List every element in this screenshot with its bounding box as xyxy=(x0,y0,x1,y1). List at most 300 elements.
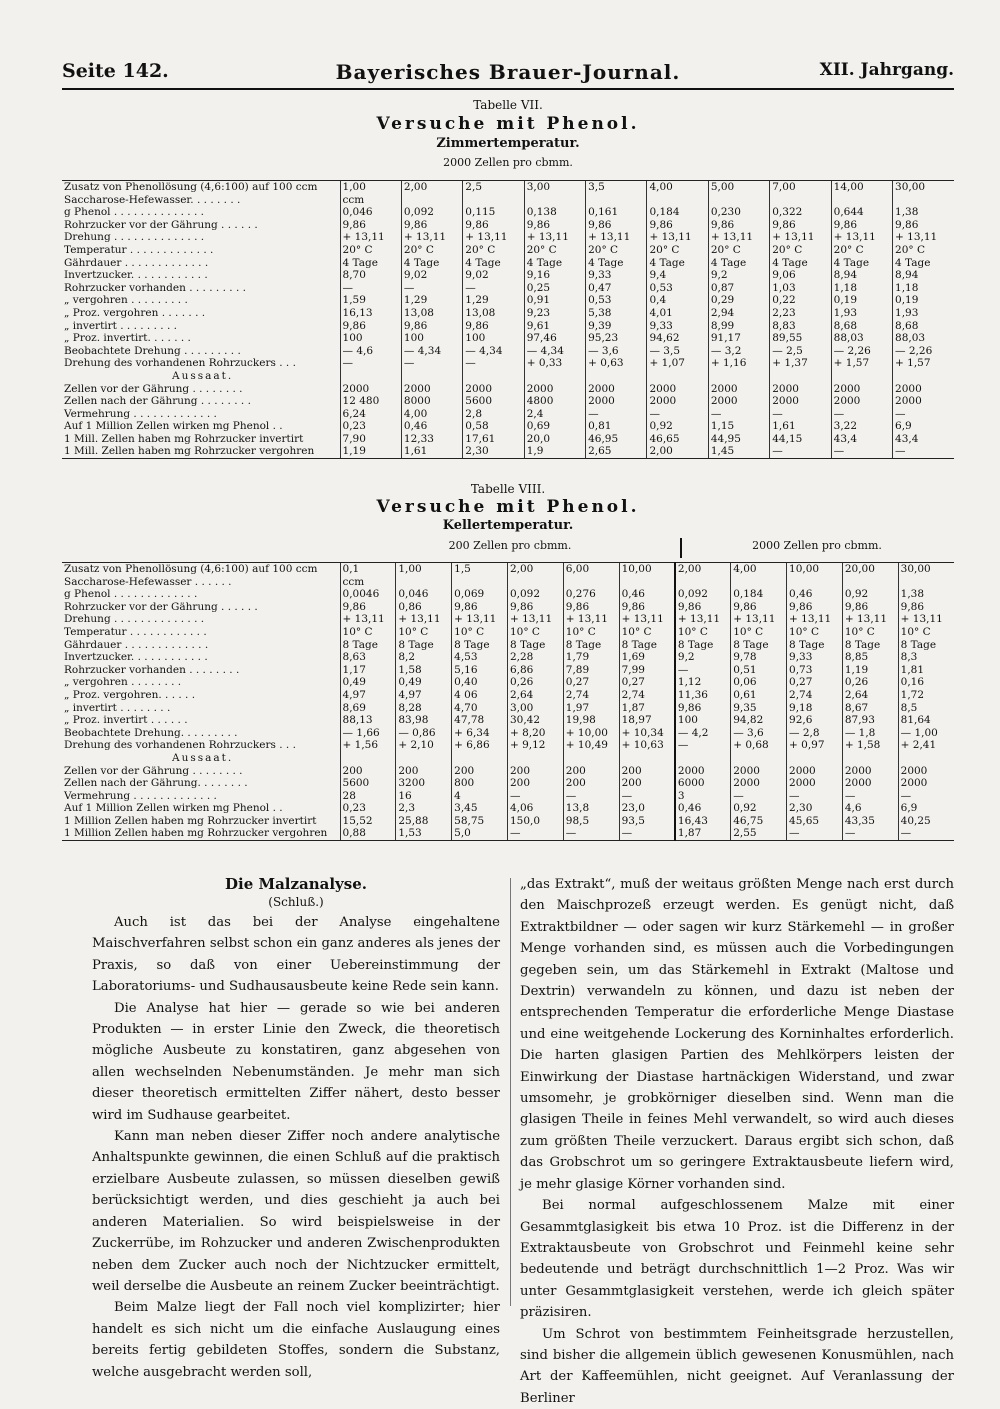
table8-row xyxy=(62,714,954,727)
value-cell: — xyxy=(708,408,769,421)
value-cell: 4 Tage xyxy=(831,257,892,270)
value-cell: 46,95 xyxy=(586,433,647,446)
value-cell: 20° C xyxy=(893,244,954,257)
value-cell: 6,9 xyxy=(898,802,954,815)
value-cell: — xyxy=(842,827,898,840)
table7-row xyxy=(62,307,954,320)
value-cell: — 3,6 xyxy=(731,727,787,740)
value-cell: 5600 xyxy=(340,777,396,790)
value-cell: + 13,11 xyxy=(731,613,787,626)
value-cell: 19,98 xyxy=(563,714,619,727)
value-cell: 5600 xyxy=(463,395,524,408)
value-cell: 20° C xyxy=(340,244,401,257)
value-cell: + 1,56 xyxy=(340,739,396,752)
row-label: Drehung des vorhandenen Rohrzuckers . . . xyxy=(64,357,296,370)
value-cell: 0,86 xyxy=(396,601,452,614)
table8-row xyxy=(62,739,954,752)
value-cell: 8,67 xyxy=(842,702,898,715)
table8-label: Tabelle VIII. xyxy=(470,482,546,496)
value-cell: 0,40 xyxy=(452,676,508,689)
value-cell: 3,45 xyxy=(452,802,508,815)
value-cell: 9,86 xyxy=(524,219,585,232)
table8-row xyxy=(62,576,954,589)
value-cell: 92,6 xyxy=(787,714,843,727)
value-cell: 4,01 xyxy=(647,307,708,320)
value-cell: 200 xyxy=(452,765,508,778)
table8-title: Versuche mit Phenol. xyxy=(376,497,640,517)
value-cell: — 4,34 xyxy=(463,345,524,358)
value-cell: 0,25 xyxy=(524,282,585,295)
table8-row xyxy=(62,613,954,626)
row-label: „ Proz. vergohren. . . . . . xyxy=(64,688,196,701)
value-cell: ccm xyxy=(340,576,396,589)
value-cell: 12 480 xyxy=(340,395,401,408)
value-cell: 8,5 xyxy=(898,702,954,715)
value-cell: 20° C xyxy=(770,244,831,257)
value-cell: 0,19 xyxy=(831,294,892,307)
value-cell: 2000 xyxy=(647,395,708,408)
value-cell: 16 xyxy=(396,790,452,803)
value-cell: 0,51 xyxy=(731,664,787,677)
value-cell: 2000 xyxy=(893,383,954,396)
page-number: Seite 142. xyxy=(62,60,169,82)
value-cell: 20° C xyxy=(647,244,708,257)
value-cell: 44,95 xyxy=(708,433,769,446)
value-cell: 2,4 xyxy=(524,408,585,421)
value-cell: 8 Tage xyxy=(675,639,731,652)
row-label: Rohrzucker vorhanden . . . . . . . . xyxy=(64,663,240,676)
value-cell: 1,18 xyxy=(893,282,954,295)
table8-caption-divider xyxy=(680,538,682,558)
value-cell: 10° C xyxy=(507,626,563,639)
value-cell: — xyxy=(675,739,731,752)
value-cell: 11,36 xyxy=(675,689,731,702)
row-label: Gährdauer . . . . . . . . . . . . . xyxy=(64,638,209,651)
value-cell: 9,78 xyxy=(731,651,787,664)
value-cell: — 2,26 xyxy=(893,345,954,358)
value-cell: 88,13 xyxy=(340,714,396,727)
value-cell: 9,23 xyxy=(524,307,585,320)
value-cell: — 1,66 xyxy=(340,727,396,740)
row-label: Zusatz von Phenollösung (4,6:100) auf 100 ccm xyxy=(62,181,340,194)
value-cell: 9,86 xyxy=(463,320,524,333)
value-cell: + 0,63 xyxy=(586,357,647,370)
table8-subtitle: Kellertemperatur. xyxy=(442,518,574,533)
value-cell: 9,86 xyxy=(401,320,462,333)
value-cell: 1,93 xyxy=(831,307,892,320)
value-cell: 95,23 xyxy=(586,332,647,345)
value-cell: — xyxy=(898,827,954,840)
value-cell: + 10,34 xyxy=(619,727,675,740)
empty-cell xyxy=(731,752,787,765)
value-cell: 100 xyxy=(675,714,731,727)
row-label: „ invertirt . . . . . . . . . xyxy=(64,319,177,332)
empty-cell xyxy=(396,752,452,765)
value-cell: 0,276 xyxy=(563,588,619,601)
value-cell: 200 xyxy=(396,765,452,778)
value-cell: 8,63 xyxy=(340,651,396,664)
value-cell: + 6,34 xyxy=(452,727,508,740)
value-cell: 20,00 xyxy=(842,563,898,576)
row-label: Drehung des vorhandenen Rohrzuckers . . . xyxy=(64,739,296,752)
row-label: Gährdauer . . . . . . . . . . . . . xyxy=(64,256,209,269)
value-cell: + 1,58 xyxy=(842,739,898,752)
value-cell: — 0,86 xyxy=(396,727,452,740)
value-cell: 83,98 xyxy=(396,714,452,727)
value-cell: — xyxy=(770,445,831,458)
value-cell: 0,46 xyxy=(675,802,731,815)
value-cell: 5,0 xyxy=(452,827,508,840)
value-cell: 2000 xyxy=(731,765,787,778)
value-cell: 9,86 xyxy=(842,601,898,614)
row-label: „ vergohren . . . . . . . . xyxy=(64,676,182,689)
value-cell: — xyxy=(647,408,708,421)
empty-cell xyxy=(463,370,524,383)
value-cell: 10,00 xyxy=(787,563,843,576)
value-cell: 28 xyxy=(340,790,396,803)
value-cell: 0,092 xyxy=(507,588,563,601)
value-cell: 16,43 xyxy=(675,815,731,828)
empty-cell xyxy=(524,370,585,383)
value-cell: + 0,68 xyxy=(731,739,787,752)
value-cell: 9,86 xyxy=(452,601,508,614)
row-label: Saccharose-Hefewasser . . . . . . xyxy=(64,575,232,588)
value-cell: 2,23 xyxy=(770,307,831,320)
value-cell: 9,86 xyxy=(675,601,731,614)
value-cell: 23,0 xyxy=(619,802,675,815)
value-cell: 1,38 xyxy=(898,588,954,601)
value-cell: 1,61 xyxy=(401,445,462,458)
value-cell: — xyxy=(586,408,647,421)
value-cell: + 13,11 xyxy=(452,613,508,626)
table7-row xyxy=(62,231,954,244)
value-cell: 200 xyxy=(563,765,619,778)
value-cell: 2000 xyxy=(463,383,524,396)
value-cell: 45,65 xyxy=(787,815,843,828)
value-cell: 3,22 xyxy=(831,420,892,433)
value-cell: 9,86 xyxy=(647,219,708,232)
value-cell: 0,58 xyxy=(463,420,524,433)
value-cell: — 4,34 xyxy=(401,345,462,358)
value-cell: — xyxy=(675,664,731,677)
value-cell: 8 Tage xyxy=(731,639,787,652)
value-cell: 2,74 xyxy=(787,689,843,702)
value-cell: 2000 xyxy=(842,777,898,790)
empty-cell xyxy=(787,752,843,765)
value-cell: 0,115 xyxy=(463,206,524,219)
value-cell: 800 xyxy=(452,777,508,790)
journal-title: Bayerisches Brauer-Journal. xyxy=(335,60,681,84)
article-paragraph: Beim Malze liegt der Fall noch viel komplizirter; hier handelt es sich nicht um die einfache Auslaugung eines bereits fertig gebildeten Stoffes, sondern die Substanz, welche ausgebracht werden soll, xyxy=(92,1300,500,1380)
value-cell: 1,29 xyxy=(401,294,462,307)
value-cell: 9,02 xyxy=(401,269,462,282)
value-cell: 4,97 xyxy=(396,689,452,702)
value-cell: 100 xyxy=(401,332,462,345)
empty-cell xyxy=(507,752,563,765)
value-cell: 8 Tage xyxy=(452,639,508,652)
empty-cell xyxy=(563,752,619,765)
value-cell: 7,90 xyxy=(340,433,401,446)
value-cell: 4 Tage xyxy=(770,257,831,270)
value-cell: + 1,57 xyxy=(893,357,954,370)
value-cell: 2000 xyxy=(586,395,647,408)
value-cell: 6,00 xyxy=(563,563,619,576)
value-cell: 1,79 xyxy=(563,651,619,664)
value-cell: — 2,26 xyxy=(831,345,892,358)
row-label: Rohrzucker vorhanden . . . . . . . . . xyxy=(64,281,246,294)
value-cell: 2,00 xyxy=(507,563,563,576)
value-cell: — xyxy=(619,827,675,840)
value-cell: + 1,57 xyxy=(831,357,892,370)
value-cell: 1,12 xyxy=(675,676,731,689)
value-cell: 40,25 xyxy=(898,815,954,828)
value-cell: 0,27 xyxy=(787,676,843,689)
value-cell: 0,16 xyxy=(898,676,954,689)
value-cell: 0,19 xyxy=(893,294,954,307)
value-cell: 9,86 xyxy=(787,601,843,614)
value-cell: 200 xyxy=(619,765,675,778)
value-cell: 43,35 xyxy=(842,815,898,828)
value-cell xyxy=(842,576,898,589)
value-cell: 87,93 xyxy=(842,714,898,727)
value-cell: 4,97 xyxy=(340,689,396,702)
row-label: Zusatz von Phenollösung (4,6:100) auf 100 ccm xyxy=(62,563,340,576)
table8-row xyxy=(62,676,954,689)
value-cell: + 13,11 xyxy=(524,231,585,244)
article-column-1 xyxy=(92,874,500,1383)
value-cell: 1,00 xyxy=(340,181,401,194)
value-cell: 8 Tage xyxy=(898,639,954,652)
value-cell: 9,2 xyxy=(675,651,731,664)
value-cell: 2,5 xyxy=(463,181,524,194)
value-cell: 0,138 xyxy=(524,206,585,219)
value-cell: — 3,2 xyxy=(708,345,769,358)
value-cell: 1,69 xyxy=(619,651,675,664)
value-cell: 9,86 xyxy=(893,219,954,232)
value-cell: 4,00 xyxy=(731,563,787,576)
section-label: Aussaat. xyxy=(172,369,234,382)
value-cell: 13,08 xyxy=(463,307,524,320)
value-cell: 5,16 xyxy=(452,664,508,677)
value-cell: 0,23 xyxy=(340,420,401,433)
value-cell: — xyxy=(831,445,892,458)
table7-row xyxy=(62,345,954,358)
article-paragraph: Auch ist das bei der Analyse eingehaltene Maischverfahren selbst schon ein ganz anderes als jenes der Praxis, so daß von einer Uebereinstimmung der Laboratoriums- und Sudhausausbeute keine Rede sein kann. xyxy=(92,915,500,995)
value-cell: 4 Tage xyxy=(893,257,954,270)
value-cell: 6,9 xyxy=(893,420,954,433)
value-cell: + 1,07 xyxy=(647,357,708,370)
value-cell: 9,86 xyxy=(619,601,675,614)
value-cell: — xyxy=(731,790,787,803)
row-label: 1 Mill. Zellen haben mg Rohrzucker vergohren xyxy=(62,445,340,458)
value-cell: — 4,6 xyxy=(340,345,401,358)
value-cell: 0,1 xyxy=(340,563,396,576)
table8-row xyxy=(62,563,954,576)
value-cell: — xyxy=(340,282,401,295)
value-cell: 0,69 xyxy=(524,420,585,433)
value-cell: 2000 xyxy=(893,395,954,408)
value-cell: 9,86 xyxy=(708,219,769,232)
value-cell: 9,86 xyxy=(731,601,787,614)
value-cell: 8,85 xyxy=(842,651,898,664)
table8-row xyxy=(62,727,954,740)
value-cell: 10° C xyxy=(731,626,787,639)
value-cell: 200 xyxy=(619,777,675,790)
value-cell: 9,33 xyxy=(586,269,647,282)
value-cell: 44,15 xyxy=(770,433,831,446)
table7-row xyxy=(62,395,954,408)
value-cell xyxy=(452,576,508,589)
row-label: Invertzucker. . . . . . . . . . . . xyxy=(64,651,208,664)
value-cell: 43,4 xyxy=(893,433,954,446)
value-cell: 2000 xyxy=(770,395,831,408)
value-cell: 100 xyxy=(340,332,401,345)
empty-cell xyxy=(842,752,898,765)
value-cell: 2000 xyxy=(787,765,843,778)
table7-row xyxy=(62,408,954,421)
table8-row xyxy=(62,651,954,664)
value-cell: + 13,11 xyxy=(893,231,954,244)
value-cell xyxy=(463,194,524,207)
value-cell: 14,00 xyxy=(831,181,892,194)
value-cell xyxy=(647,194,708,207)
table8-row xyxy=(62,802,954,815)
value-cell: 0,73 xyxy=(787,664,843,677)
value-cell: 0,26 xyxy=(842,676,898,689)
table7-row xyxy=(62,194,954,207)
value-cell: 9,06 xyxy=(770,269,831,282)
table7-title: Versuche mit Phenol. xyxy=(376,114,640,134)
value-cell: — xyxy=(463,357,524,370)
value-cell: 2000 xyxy=(675,765,731,778)
table8-row xyxy=(62,765,954,778)
table7-row xyxy=(62,269,954,282)
value-cell: — xyxy=(563,790,619,803)
value-cell: 9,61 xyxy=(524,320,585,333)
table7-row xyxy=(62,332,954,345)
value-cell: 8 Tage xyxy=(340,639,396,652)
value-cell: 2000 xyxy=(708,383,769,396)
value-cell: + 1,16 xyxy=(708,357,769,370)
value-cell xyxy=(708,194,769,207)
value-cell: 3,5 xyxy=(586,181,647,194)
value-cell: 5,38 xyxy=(586,307,647,320)
value-cell: 0,92 xyxy=(731,802,787,815)
value-cell: 4,53 xyxy=(452,651,508,664)
value-cell: + 8,20 xyxy=(507,727,563,740)
row-label: Auf 1 Million Zellen wirken mg Phenol . . xyxy=(64,802,283,815)
empty-cell xyxy=(619,752,675,765)
value-cell: 9,16 xyxy=(524,269,585,282)
value-cell: 2000 xyxy=(586,383,647,396)
value-cell xyxy=(787,576,843,589)
value-cell: 1,29 xyxy=(463,294,524,307)
table8-row xyxy=(62,777,954,790)
value-cell: 12,33 xyxy=(401,433,462,446)
value-cell: 20° C xyxy=(831,244,892,257)
value-cell: 0,22 xyxy=(770,294,831,307)
value-cell: 2,30 xyxy=(787,802,843,815)
value-cell: 9,02 xyxy=(463,269,524,282)
value-cell: 43,4 xyxy=(831,433,892,446)
value-cell: 8,28 xyxy=(396,702,452,715)
value-cell: 2000 xyxy=(842,765,898,778)
value-cell: 9,2 xyxy=(708,269,769,282)
value-cell: 8,68 xyxy=(831,320,892,333)
value-cell: 1,19 xyxy=(340,445,401,458)
value-cell: + 13,11 xyxy=(463,231,524,244)
value-cell: 1,38 xyxy=(893,206,954,219)
row-label: Zellen vor der Gährung . . . . . . . . xyxy=(64,382,243,395)
empty-cell xyxy=(893,370,954,383)
value-cell: 20° C xyxy=(586,244,647,257)
table7-row xyxy=(62,433,954,446)
value-cell: 10° C xyxy=(842,626,898,639)
value-cell: 20° C xyxy=(401,244,462,257)
value-cell: — 1,8 xyxy=(842,727,898,740)
value-cell: 18,97 xyxy=(619,714,675,727)
table7-row xyxy=(62,370,954,383)
row-label: g Phenol . . . . . . . . . . . . . xyxy=(64,588,198,601)
value-cell xyxy=(586,194,647,207)
value-cell: 4,00 xyxy=(401,408,462,421)
row-label: „ Proz. vergohren . . . . . . . xyxy=(64,306,206,319)
value-cell: 0,46 xyxy=(401,420,462,433)
value-cell: 8 Tage xyxy=(507,639,563,652)
empty-cell xyxy=(452,752,508,765)
value-cell: 1,61 xyxy=(770,420,831,433)
value-cell: + 13,11 xyxy=(787,613,843,626)
value-cell: — xyxy=(831,408,892,421)
value-cell: 8,94 xyxy=(893,269,954,282)
row-label: 1 Million Zellen haben mg Rohrzucker invertirt xyxy=(64,814,317,827)
row-label: Rohrzucker vor der Gährung . . . . . . xyxy=(64,218,258,231)
value-cell: 4,70 xyxy=(452,702,508,715)
value-cell: 10° C xyxy=(898,626,954,639)
value-cell xyxy=(731,576,787,589)
table7-row xyxy=(62,244,954,257)
value-cell: 8 Tage xyxy=(563,639,619,652)
value-cell: — xyxy=(463,282,524,295)
row-label: Zellen nach der Gährung. . . . . . . . xyxy=(64,777,248,790)
value-cell: 2000 xyxy=(731,777,787,790)
running-header xyxy=(62,58,954,90)
value-cell: 0,49 xyxy=(340,676,396,689)
value-cell: — 1,00 xyxy=(898,727,954,740)
table8-caption-left: 200 Zellen pro cbmm. xyxy=(448,539,572,552)
row-label: 1 Mill. Zellen haben mg Rohrzucker invertirt xyxy=(64,432,304,445)
value-cell: 150,0 xyxy=(507,815,563,828)
value-cell: — 2,8 xyxy=(787,727,843,740)
row-label: „ vergohren . . . . . . . . . xyxy=(64,294,188,307)
value-cell: 1,00 xyxy=(396,563,452,576)
value-cell: 20° C xyxy=(463,244,524,257)
value-cell: 10° C xyxy=(340,626,396,639)
value-cell xyxy=(619,576,675,589)
value-cell: 4 Tage xyxy=(708,257,769,270)
table7-row xyxy=(62,383,954,396)
value-cell: 1,03 xyxy=(770,282,831,295)
value-cell: 0,161 xyxy=(586,206,647,219)
value-cell: 0,230 xyxy=(708,206,769,219)
value-cell: 8,83 xyxy=(770,320,831,333)
value-cell: 0,53 xyxy=(586,294,647,307)
value-cell xyxy=(770,194,831,207)
table8-row xyxy=(62,790,954,803)
value-cell: 9,35 xyxy=(731,702,787,715)
value-cell: 17,61 xyxy=(463,433,524,446)
value-cell: 0,49 xyxy=(396,676,452,689)
